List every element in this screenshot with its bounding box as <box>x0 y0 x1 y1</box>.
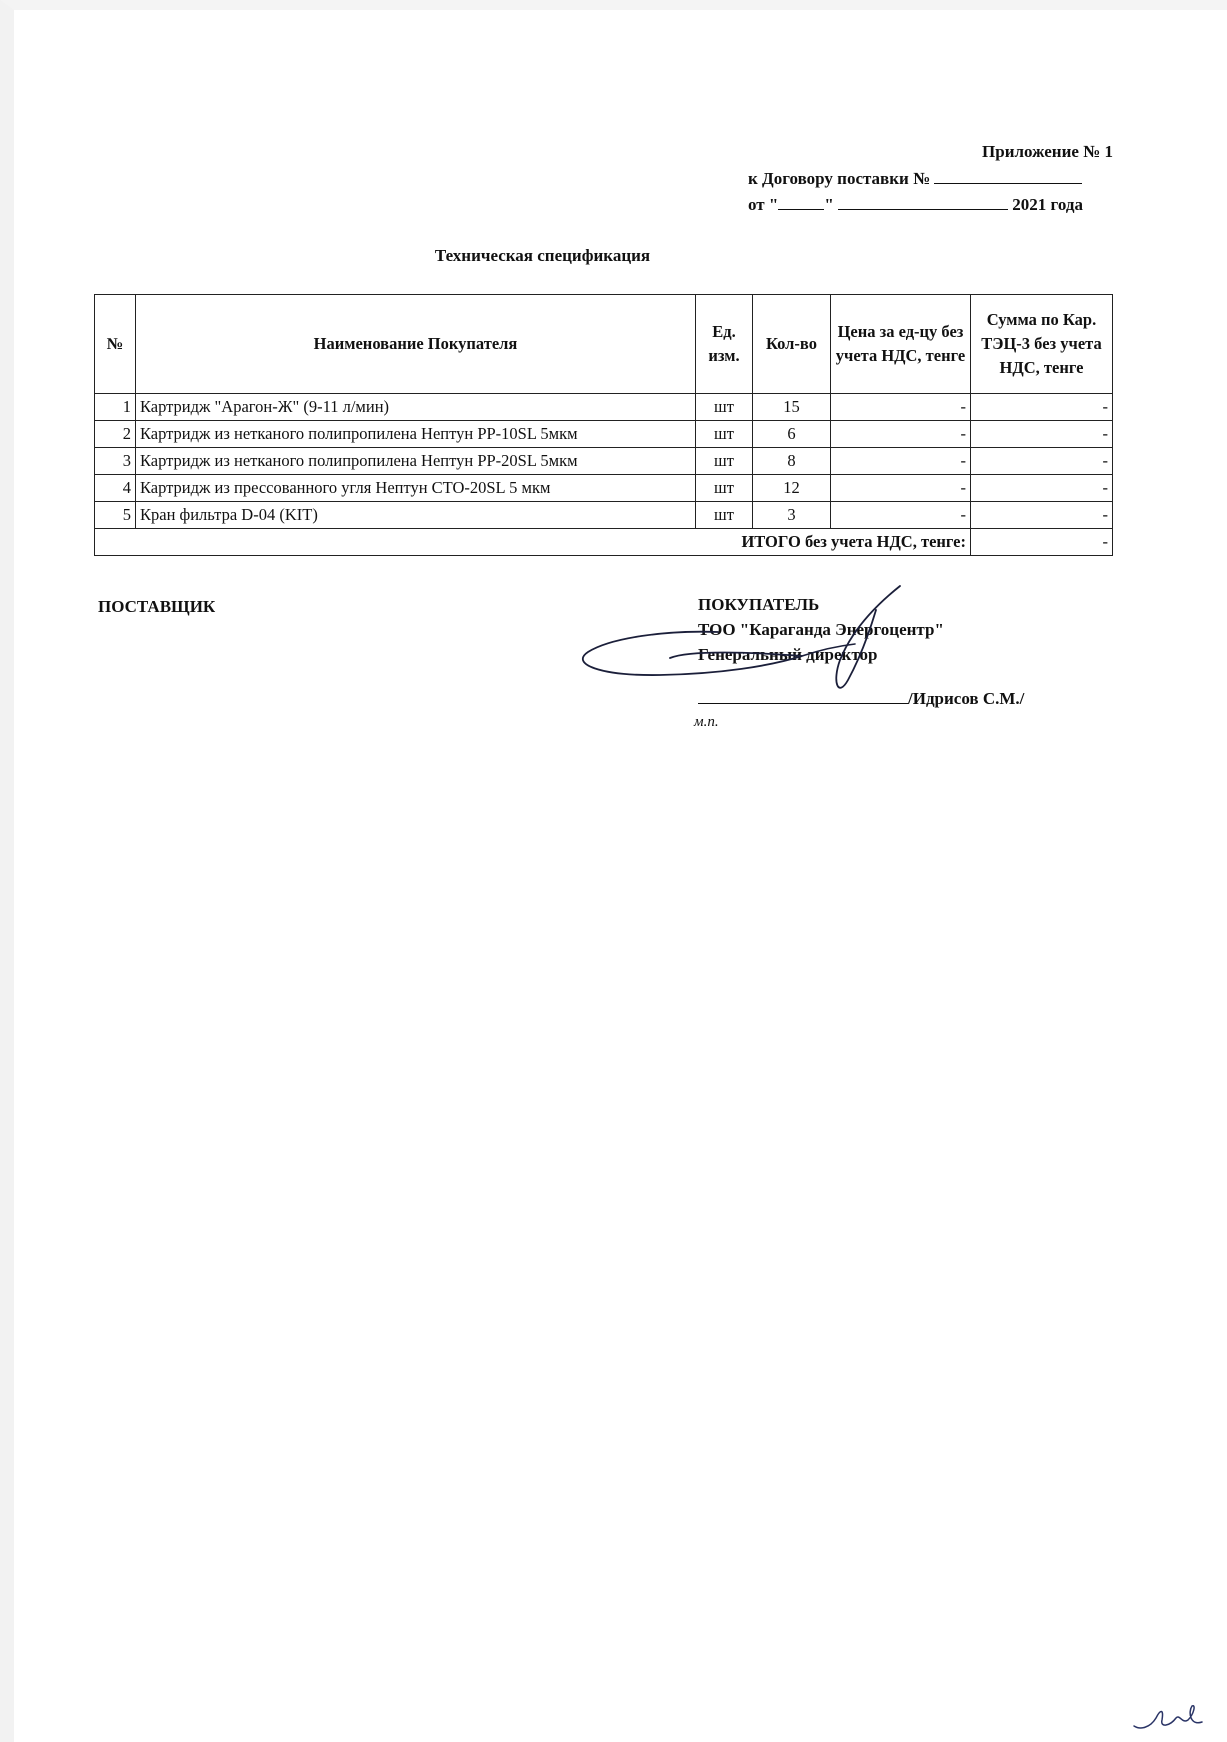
table-row <box>95 394 1113 421</box>
row-unit: шт <box>696 475 753 502</box>
row-name: Картридж из нетканого полипропилена Нептун PP-20SL 5мкм <box>136 448 696 475</box>
table-row <box>95 448 1113 475</box>
row-number: 3 <box>95 448 136 475</box>
date-prefix: от " <box>748 195 779 214</box>
table-row <box>95 502 1113 529</box>
year-text: 2021 года <box>1012 195 1083 214</box>
buyer-signer: /Идрисов С.М./ <box>908 689 1025 708</box>
contract-reference <box>748 168 1082 189</box>
stamp-place: м.п. <box>694 714 719 730</box>
row-qty: 3 <box>753 502 831 529</box>
row-unit: шт <box>696 502 753 529</box>
row-sum: - <box>971 475 1113 502</box>
row-price: - <box>831 394 971 421</box>
buyer-company: ТОО "Караганда Энергоцентр" <box>698 620 944 639</box>
col-header-name: Наименование Покупателя <box>136 295 696 394</box>
row-name: Кран фильтра D-04 (KIT) <box>136 502 696 529</box>
document-title: Техническая спецификация <box>434 246 651 265</box>
row-unit: шт <box>696 394 753 421</box>
row-number: 5 <box>95 502 136 529</box>
row-number: 4 <box>95 475 136 502</box>
row-qty: 15 <box>753 394 831 421</box>
contract-date <box>748 194 1083 215</box>
row-name: Картридж из нетканого полипропилена Нептун PP-10SL 5мкм <box>136 421 696 448</box>
row-unit: шт <box>696 448 753 475</box>
total-value: - <box>971 529 1113 556</box>
row-qty: 8 <box>753 448 831 475</box>
row-name: Картридж из прессованного угля Нептун CTO-20SL 5 мкм <box>136 475 696 502</box>
row-price: - <box>831 502 971 529</box>
day-blank <box>778 194 824 210</box>
date-quote-close: " <box>824 195 834 214</box>
row-number: 2 <box>95 421 136 448</box>
buyer-position: Генеральный директор <box>698 645 878 664</box>
row-sum: - <box>971 394 1113 421</box>
handwritten-signature <box>570 580 910 700</box>
total-label: ИТОГО без учета НДС, тенге: <box>95 529 971 556</box>
row-qty: 12 <box>753 475 831 502</box>
specification-table <box>94 294 1113 556</box>
row-unit: шт <box>696 421 753 448</box>
annex-number: Приложение № 1 <box>982 142 1113 161</box>
month-blank <box>838 194 1008 210</box>
table-row <box>95 421 1113 448</box>
table-header-row <box>95 295 1113 394</box>
contract-prefix: к Договору поставки № <box>748 169 931 188</box>
col-header-qty: Кол-во <box>753 295 831 394</box>
contract-number-blank <box>934 168 1082 184</box>
table-row <box>95 475 1113 502</box>
row-price: - <box>831 421 971 448</box>
col-header-sum: Сумма по Кар. ТЭЦ-3 без учета НДС, тенге <box>971 295 1113 394</box>
row-number: 1 <box>95 394 136 421</box>
row-sum: - <box>971 448 1113 475</box>
col-header-unit: Ед. изм. <box>696 295 753 394</box>
row-sum: - <box>971 502 1113 529</box>
col-header-number: № <box>95 295 136 394</box>
col-header-price: Цена за ед-цу без учета НДС, тенге <box>831 295 971 394</box>
buyer-label: ПОКУПАТЕЛЬ <box>698 595 820 614</box>
total-row <box>95 529 1113 556</box>
row-price: - <box>831 475 971 502</box>
supplier-label: ПОСТАВЩИК <box>98 597 216 616</box>
page-initials <box>1130 1700 1210 1736</box>
row-name: Картридж "Арагон-Ж" (9-11 л/мин) <box>136 394 696 421</box>
row-qty: 6 <box>753 421 831 448</box>
row-price: - <box>831 448 971 475</box>
row-sum: - <box>971 421 1113 448</box>
